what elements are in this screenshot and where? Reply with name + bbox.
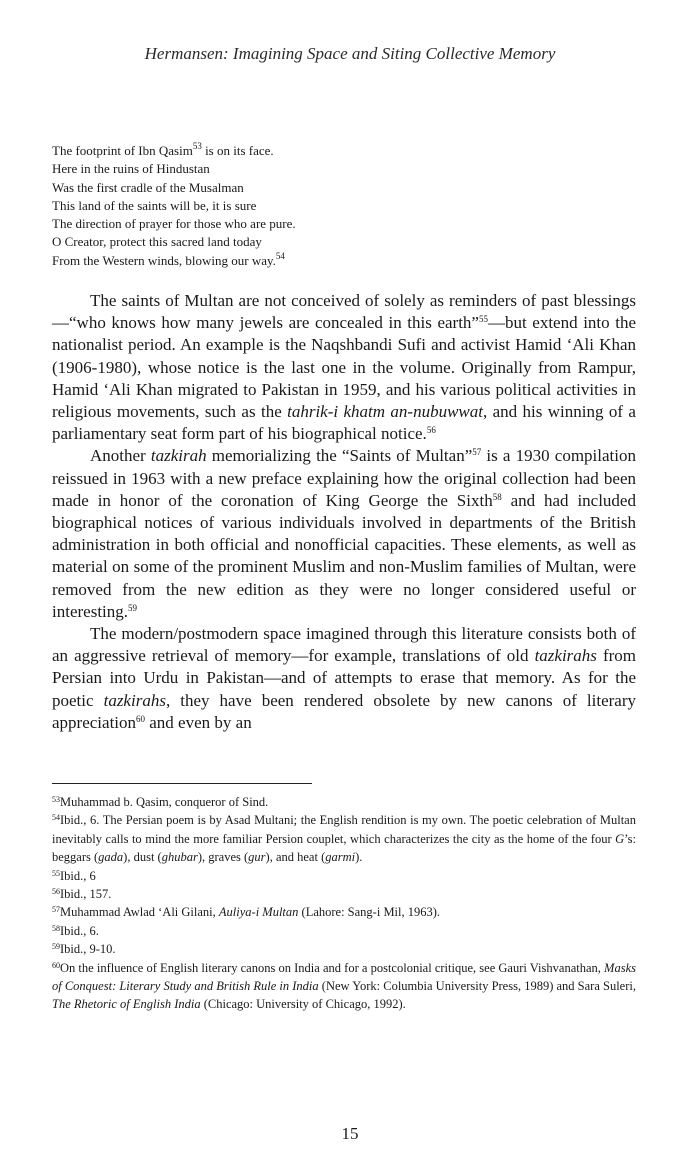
book-title: Auliya-i Multan [218, 905, 299, 920]
footnote-59 [52, 940, 636, 958]
italic-term: tahrik-i khatm an-nubuwwat [287, 402, 483, 422]
footnote-number: 59 [52, 942, 60, 952]
book-title: Masks of Conquest: Literary Study and British Rule in India [52, 960, 636, 994]
italic-term: tazkirah [150, 446, 207, 466]
footnote-text: (Lahore: Sang-i Mil, 1963). [298, 905, 441, 920]
note-ref-58[interactable]: 58 [492, 491, 502, 502]
footnote-text: (New York: Columbia University Press, 1989) and Sara Suleri, [318, 979, 636, 994]
para3-text-c: , they have been rendered obsolete by new canons of literary appreciation [52, 690, 636, 732]
footnote-60 [52, 959, 636, 1014]
para1-text-a: The saints of Multan are not conceived of solely as reminders of past blessings—“who knows how many jewels are concealed in this earth” [52, 291, 636, 333]
note-ref-55[interactable]: 55 [478, 314, 488, 325]
footnote-text: Ibid., 9-10. [60, 942, 116, 957]
paragraph-1 [52, 290, 636, 445]
poem-line-1-rest: is on its face. [201, 143, 274, 158]
italic-term: garmi [325, 850, 356, 865]
poem-line-2: Here in the ruins of Hindustan [52, 161, 210, 177]
page-number: 15 [341, 1124, 359, 1143]
para3-text-a: The modern/postmodern space imagined through this literature consists both of an aggressive retrieval of memory—for example, translations of old [52, 624, 636, 666]
italic-term: tazkirahs [534, 646, 597, 666]
para3-text-b: from Persian into Urdu in Pakistan—and of attempts to erase that memory. As for the poetic [52, 646, 636, 710]
footnote-text: Ibid., 6 [60, 868, 96, 883]
poem-line-1 [52, 142, 652, 160]
poem-line-4: This land of the saints will be, it is sure [52, 197, 257, 213]
body-text [52, 290, 636, 734]
note-ref-57[interactable]: 57 [472, 447, 482, 458]
paragraph-3 [52, 623, 636, 734]
footnote-text: Muhammad Awlad ‘Ali Gilani, [60, 905, 219, 920]
footnote-text: ). [355, 850, 363, 865]
note-ref-60[interactable]: 60 [136, 713, 146, 724]
footnote-54 [52, 811, 636, 866]
footnote-53 [52, 793, 636, 811]
para2-text-a: Another [90, 446, 151, 466]
italic-term: gur [248, 850, 266, 865]
para1-text-b: —but extend into the nationalist period. An example is the Naqshbandi Sufi and activist Hamid ‘Ali Khan (1906-1980), whose notice is the last one in the volume. Originally from Rampur, Hamid ‘Ali Khan migrated to Pakistan in 1959, and his various political activities in religious movements, such as the [52, 313, 636, 422]
para1-text-c: , and his winning of a parliamentary seat form part of his biographical notice. [52, 402, 636, 444]
poem-line-3: Was the first cradle of the Musalman [52, 179, 244, 195]
note-ref-53[interactable]: 53 [192, 141, 202, 151]
footnote-divider [52, 783, 312, 784]
para2-text-c: is a 1930 compilation reissued in 1963 with a new preface explaining how the original collection had been made in honor of the coronation of King George the Sixth [52, 446, 636, 510]
footnote-text: ), graves ( [197, 850, 249, 865]
footnote-number: 58 [52, 923, 60, 933]
footnote-number: 56 [52, 887, 60, 897]
footnote-text: Ibid., 157. [60, 887, 112, 902]
footnote-text: ’s: beggars ( [52, 831, 636, 865]
poem-block [52, 142, 652, 270]
poem-line-6: O Creator, protect this sacred land today [52, 234, 262, 250]
italic-term: tazkirahs [103, 690, 166, 710]
paragraph-2 [52, 445, 636, 623]
footnote-text: Ibid., 6. [60, 923, 99, 938]
footnote-number: 60 [52, 960, 60, 970]
note-ref-56[interactable]: 56 [426, 425, 436, 436]
footnote-text: ), dust ( [123, 850, 162, 865]
italic-term: G [615, 831, 625, 846]
footnote-text: Ibid., 6. The Persian poem is by Asad Multani; the English rendition is my own. The poetic celebration of Multan inevitably calls to mind the more familiar Persion couplet, which characterizes the city as the home of the four [52, 813, 636, 846]
italic-term: gada [98, 850, 124, 865]
footnote-text: On the influence of English literary canons on India and for a postcolonial critique, see Gauri Vishvanathan, [60, 960, 605, 975]
footnote-56 [52, 885, 636, 903]
footnote-text: (Chicago: University of Chicago, 1992). [200, 997, 406, 1012]
italic-term: ghubar [161, 850, 198, 865]
footnotes [52, 793, 636, 1014]
running-head: Hermansen: Imagining Space and Siting Collective Memory [144, 44, 556, 63]
footnote-number: 53 [52, 795, 60, 804]
footnote-number: 54 [52, 813, 60, 823]
footnote-text: Muhammad b. Qasim, conqueror of Sind. [60, 795, 269, 809]
footnote-58 [52, 922, 636, 940]
poem-line-5: The direction of prayer for those who are pure. [52, 216, 296, 232]
footnote-55 [52, 867, 636, 885]
book-title: The Rhetoric of English India [52, 997, 201, 1012]
para2-text-d: and had included biographical notices of various individuals involved in departments of the British administration in both official and nonofficial capacities. These elements, as well as material on some of the prominent Muslim and non-Muslim families of Multan, were removed from the new edition as they were no longer considered useful or interesting. [52, 490, 636, 621]
note-ref-54[interactable]: 54 [275, 250, 285, 261]
footnote-57 [52, 903, 636, 921]
footnote-number: 55 [52, 868, 60, 878]
para2-text-b: memorializing the “Saints of Multan” [206, 446, 473, 466]
note-ref-59[interactable]: 59 [128, 602, 138, 613]
poem-line-1-text: The footprint of Ibn Qasim [52, 143, 193, 158]
footnote-text: ), and heat ( [265, 850, 326, 865]
poem-line-7 [52, 252, 652, 270]
para3-text-d: and even by an [145, 712, 252, 732]
footnote-number: 57 [52, 905, 60, 915]
poem-line-7-text: From the Western winds, blowing our way. [52, 252, 276, 268]
